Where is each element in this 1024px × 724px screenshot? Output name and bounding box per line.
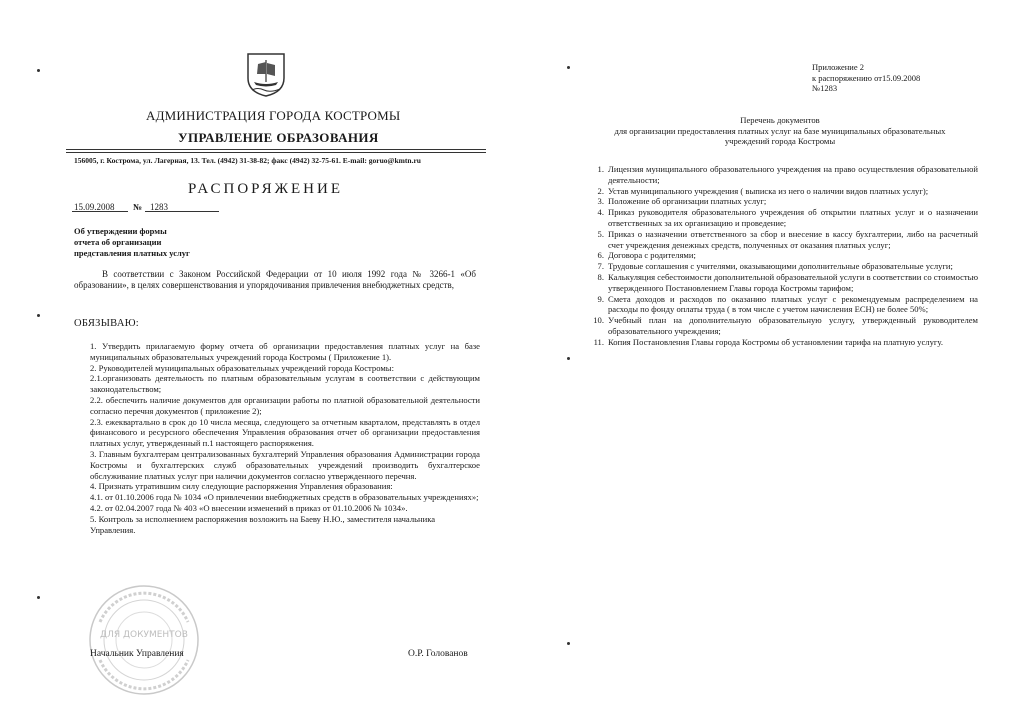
list-item [590,261,978,272]
list-item [590,337,978,348]
stamp-text: ДЛЯ ДОКУМЕНТОВ [100,630,188,640]
list-item [590,164,978,186]
item-number: 4. [597,207,604,218]
list-item [590,250,978,261]
appendix-header [812,62,920,94]
item-number: 10. [593,315,604,326]
header-divider [66,149,486,150]
subject-line: Об утверждении формы [74,226,167,236]
scan-speck [37,596,40,599]
document-title: РАСПОРЯЖЕНИЕ [188,181,344,197]
organization-name: АДМИНИСТРАЦИЯ ГОРОДА КОСТРОМЫ [146,108,401,123]
item-number: 1. [597,164,604,174]
order-item: 2.1.организовать деятельность по платным образовательным услугам в соответствии с действующим законодательством; [90,373,480,395]
item-number: 3. [597,196,604,207]
order-item: 5. Контроль за исполнением распоряжения возложить на Баеву Н.Ю., заместителя начальника Управления. [90,513,436,535]
order-items [90,341,480,535]
document-list-title [580,115,980,147]
scan-speck [37,69,40,72]
list-item [590,186,978,197]
contact-address: 156005, г. Кострома, ул. Лагерная, 13. Тел. (4942) 31-38-82; факс (4942) 32-75-61. E-mail: goruo@kmtn.ru [74,156,421,165]
item-text: Приказ о назначении ответственного за сбор и внесение в кассу бухгалтерии, либо на расчетный счет учреждения денежных средств, полученных от оказания платных услуг; [608,228,978,250]
list-item [590,207,978,229]
city-coat-of-arms [246,52,286,98]
list-item [590,294,978,316]
date-underline [72,211,128,212]
appendix-reference: к распоряжению от15.09.2008 [812,72,921,83]
order-subject [74,226,190,259]
required-documents-list [590,164,978,348]
order-item: 4. Признать утратившим силу следующие распоряжения Управления образования: [90,481,393,492]
order-date: 15.09.2008 [74,202,115,212]
order-number-label: № [133,202,143,212]
order-item: 3. Главным бухгалтерам централизованных бухгалтерий Управления образования Администрации города Костромы и бухгалтерских служб образовательных учреждений производить бухгалтерское обслуживание платных услуг при наличии документов согласно утвержденного перечня. [90,448,480,481]
item-text: Калькуляция себестоимости дополнительной образовательной услуги в соответствии со стоимостью утвержденного Постановлением Главы города Костромы тарифом; [608,271,978,293]
signer-name: О.Р. Голованов [408,649,468,659]
header-divider [66,152,486,153]
item-text: Учебный план на дополнительную образовательную услугу, утвержденный руководителем образовательного учреждения; [608,315,978,336]
subject-line: представления платных услуг [74,248,190,258]
item-text: Устав муниципального учреждения ( выписка из него о наличии видов платных услуг); [608,185,929,196]
appendix-label: Приложение 2 [812,62,864,72]
number-underline [145,211,219,212]
subject-line: отчета об организации [74,237,162,247]
appendix-number: №1283 [812,83,838,93]
item-number: 5. [597,228,604,239]
list-item [590,196,978,207]
item-text: Копия Постановления Главы города Костромы об установлении тарифа на платную услугу. [608,336,943,347]
list-item [590,272,978,294]
order-item: 2.3. ежеквартально в срок до 10 числа месяца, следующего за отчетным кварталом, представлять в отдел финансового и ресурсного обеспечения Управления образования отчет об организации предоставления платных услуг, утвержденный п.1 настоящего распоряжения. [90,416,480,449]
scan-speck [567,642,570,645]
order-item: 2. Руководителей муниципальных образовательных учреждений города Костромы: [90,362,394,373]
order-item: 2.2. обеспечить наличие документов для организации работы по платной образовательной деятельности согласно перечня документов ( приложение 2); [90,394,480,416]
item-text: Смета доходов и расходов по оказанию платных услуг с рекомендуемым распределением на расходы по фонду оплаты труда ( в том числе с учетом начисления ЕСН) не более 50%; [608,293,978,315]
official-stamp [82,582,212,702]
item-number: 6. [597,250,604,261]
item-number: 11. [593,336,604,347]
obligation-heading: ОБЯЗЫВАЮ: [74,318,140,329]
list-title-line: для организации предоставления платных услуг на базе муниципальных образовательных [614,125,946,136]
signer-title: Начальник Управления [90,649,184,659]
scan-speck [37,314,40,317]
order-number: 1283 [150,202,168,212]
item-text: Приказ руководителя образовательного учреждения об открытии платных услуг и о назначении ответственных за их организацию и проведение; [608,207,978,228]
order-item: 4.1. от 01.10.2006 года № 1034 «О привлечении внебюджетных средств в образовательных учреждениях»; [90,492,479,503]
list-item [590,229,978,251]
item-number: 2. [597,185,604,196]
list-item [590,315,978,337]
item-text: Трудовые соглашения с учителями, оказывающими дополнительные образовательные услуги; [608,261,953,272]
list-title-line: учреждений города Костромы [724,136,836,146]
item-number: 8. [597,271,604,282]
order-item: 4.2. от 02.04.2007 года № 403 «О внесении изменений в приказ от 01.10.2006 № 1034». [90,502,408,513]
item-number: 7. [597,261,604,272]
item-text: Договора с родителями; [608,250,696,261]
item-text: Положение об организации платных услуг; [608,196,767,207]
scan-speck [567,66,570,69]
preamble: В соответствии с Законом Российской Федерации от 10 июля 1992 года № 3266-1 «Об образовании», в целях совершенствования и упорядочивания привлечения внебюджетных средств, [74,269,476,290]
scan-speck [567,357,570,360]
appendix-page [512,0,1024,724]
item-text: Лицензия муниципального образовательного учреждения на право осуществления образовательной деятельности; [608,164,978,185]
department-name: УПРАВЛЕНИЕ ОБРАЗОВАНИЯ [178,130,379,145]
list-title-line: Перечень документов [740,115,820,125]
order-item: 1. Утвердить прилагаемую форму отчета об организации предоставления платных услуг на базе муниципальных образовательных учреждений города Костромы ( Приложение 1). [90,341,480,362]
item-number: 9. [597,293,604,304]
